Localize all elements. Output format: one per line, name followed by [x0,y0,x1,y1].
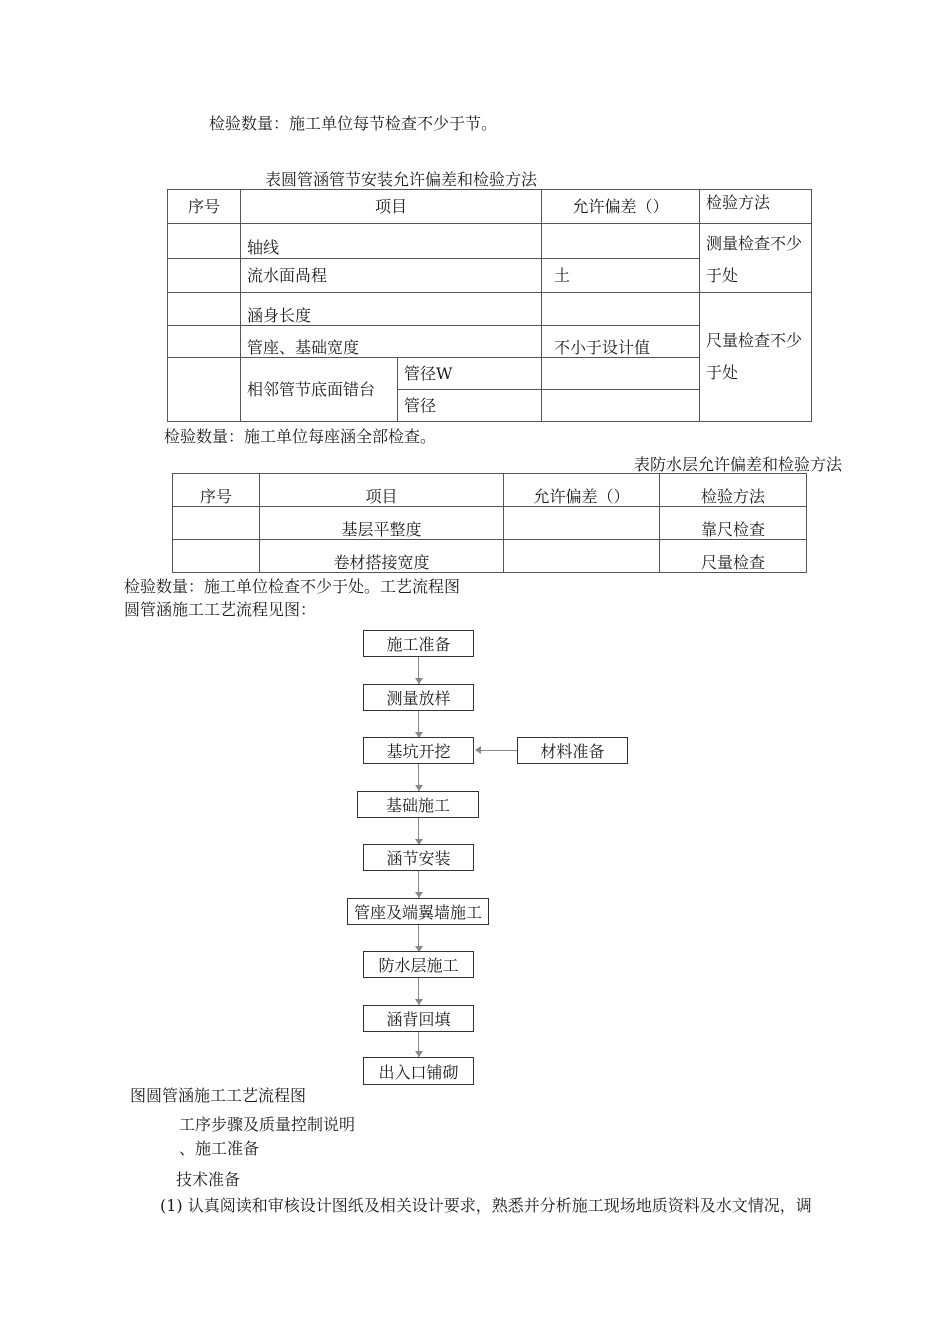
section-heading-steps: 工序步骤及质量控制说明 [179,1115,356,1134]
table2-cell-seq [173,540,260,573]
arrow-left-icon [475,746,481,754]
table1-method-measure: 测量检查不少于处 [700,224,812,293]
table1-title: 表圆管涵管节安装允许偏差和检验方法 [265,170,538,189]
table1-cell-seq [168,258,241,293]
table1-header-seq: 序号 [168,190,241,224]
flowchart-intro-text: 圆管涵施工工艺流程见图： [124,600,317,619]
flow-step-survey: 测量放样 [363,684,474,711]
table2-header-tolerance: 允许偏差（） [504,474,660,507]
table1-subitem-diameter-2: 管径 [398,390,542,422]
flow-step-backfill: 涵背回填 [363,1005,474,1032]
table1-cell-seq [168,224,241,259]
table1-item-axis: 轴线 [241,224,542,259]
inspection-count-text-3: 检验数量：施工单位检查不少于处。工艺流程图 [124,577,461,596]
table2-cell-tolerance [504,507,660,540]
table1-header-tolerance: 允许偏差（） [542,190,700,224]
table1-cell-tolerance [542,390,700,422]
flow-step-segment-install: 涵节安装 [363,844,474,871]
table1-tolerance-plusminus: 土 [542,258,700,293]
table2-title: 表防水层允许偏差和检验方法 [634,455,843,474]
inspection-count-text-2: 检验数量：施工单位每座涵全部检查。 [164,427,437,446]
waterproof-layer-table [172,473,807,573]
table2-item-overlap-width: 卷材搭接宽度 [260,540,504,573]
table2-cell-seq [173,507,260,540]
table1-subitem-diameter-1: 管径W [398,358,542,390]
table1-cell-tolerance [542,224,700,259]
paragraph-item-1: (1) 认真阅读和审核设计图纸及相关设计要求，熟悉并分析施工现场地质资料及水文情况，调 [160,1196,812,1215]
table1-item-culvert-length: 涵身长度 [241,293,542,326]
table1-item-joint-offset: 相邻管节底面错台 [241,358,398,422]
flow-step-foundation: 基础施工 [357,791,479,818]
table1-method-ruler: 尺量检查不少于处 [700,293,812,422]
table1-item-base-width: 管座、基础宽度 [241,326,542,358]
table1-header-item: 项目 [241,190,542,224]
flow-connector-horizontal [480,750,517,751]
table1-cell-seq [168,358,241,422]
pipe-installation-table [167,189,812,422]
table2-method-ruler: 尺量检查 [660,540,807,573]
table1-cell-tolerance [542,293,700,326]
table2-header-item: 项目 [260,474,504,507]
table2-header-method: 检验方法 [660,474,807,507]
flow-step-preparation: 施工准备 [363,630,474,657]
section-heading-preparation: 、施工准备 [179,1139,260,1158]
table1-cell-seq [168,293,241,326]
table2-cell-tolerance [504,540,660,573]
table1-cell-seq [168,326,241,358]
flow-step-materials: 材料准备 [517,737,628,764]
inspection-count-text-1: 检验数量：施工单位每节检查不少于节。 [209,114,498,133]
flow-step-pipe-seat-wingwall: 管座及端翼墙施工 [347,898,489,925]
subsection-heading-technical: 技术准备 [176,1170,241,1189]
table2-item-flatness: 基层平整度 [260,507,504,540]
flow-step-waterproofing: 防水层施工 [363,951,474,978]
table1-header-method: 检验方法 [700,190,812,224]
table2-method-straightedge: 靠尺检查 [660,507,807,540]
table1-item-flowline-elevation: 流水面咼程 [241,258,542,293]
table2-header-seq: 序号 [173,474,260,507]
figure-caption: 图圆管涵施工工艺流程图 [130,1086,307,1105]
flow-step-inlet-outlet-paving: 出入口铺砌 [363,1057,474,1085]
table1-cell-tolerance [542,358,700,390]
table1-tolerance-not-less: 不小于设计值 [542,326,700,358]
flow-step-excavation: 基坑开挖 [363,737,474,764]
